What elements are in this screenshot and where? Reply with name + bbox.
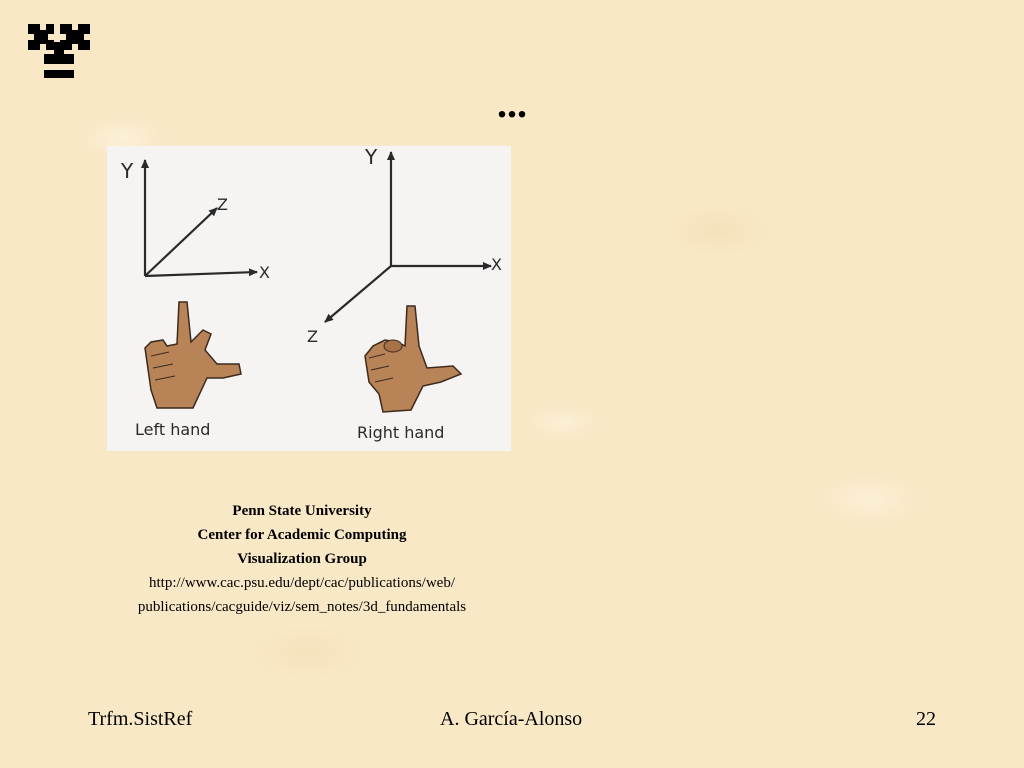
right-hand-label: Right hand bbox=[357, 423, 445, 442]
caption-line-group: Visualization Group bbox=[237, 551, 367, 567]
footer-author: A. García-Alonso bbox=[440, 708, 583, 730]
left-hand-label: Left hand bbox=[135, 420, 211, 439]
right-hand-axes bbox=[325, 152, 491, 322]
left-axis-z-label: Z bbox=[217, 195, 228, 214]
right-axis-z-label: Z bbox=[307, 327, 318, 346]
caption-line-center: Center for Academic Computing bbox=[197, 527, 407, 543]
caption-line-university: Penn State University bbox=[232, 503, 372, 519]
university-emblem-icon bbox=[26, 20, 92, 80]
figure-caption bbox=[100, 499, 504, 619]
right-axis-x-label: X bbox=[491, 255, 502, 274]
right-hand-drawing bbox=[365, 306, 461, 412]
caption-link-line-2: publications/cacguide/viz/sem_notes/3d_fundamentals bbox=[137, 599, 467, 615]
left-hand-drawing bbox=[145, 302, 241, 408]
left-axis-y-label: Y bbox=[121, 159, 134, 183]
left-hand-axes bbox=[145, 160, 257, 276]
left-axis-x-label: X bbox=[259, 263, 270, 282]
university-logo bbox=[26, 20, 92, 80]
coordinate-systems-figure bbox=[107, 146, 511, 451]
slide-title: ... bbox=[497, 81, 527, 126]
footer-course-name: Trfm.SistRef bbox=[88, 708, 193, 730]
caption-link-line-1: http://www.cac.psu.edu/dept/cac/publications/web/ bbox=[148, 575, 456, 591]
footer-page-number: 22 bbox=[916, 708, 936, 730]
hands-illustration bbox=[107, 146, 511, 451]
right-axis-y-label: Y bbox=[365, 146, 378, 169]
